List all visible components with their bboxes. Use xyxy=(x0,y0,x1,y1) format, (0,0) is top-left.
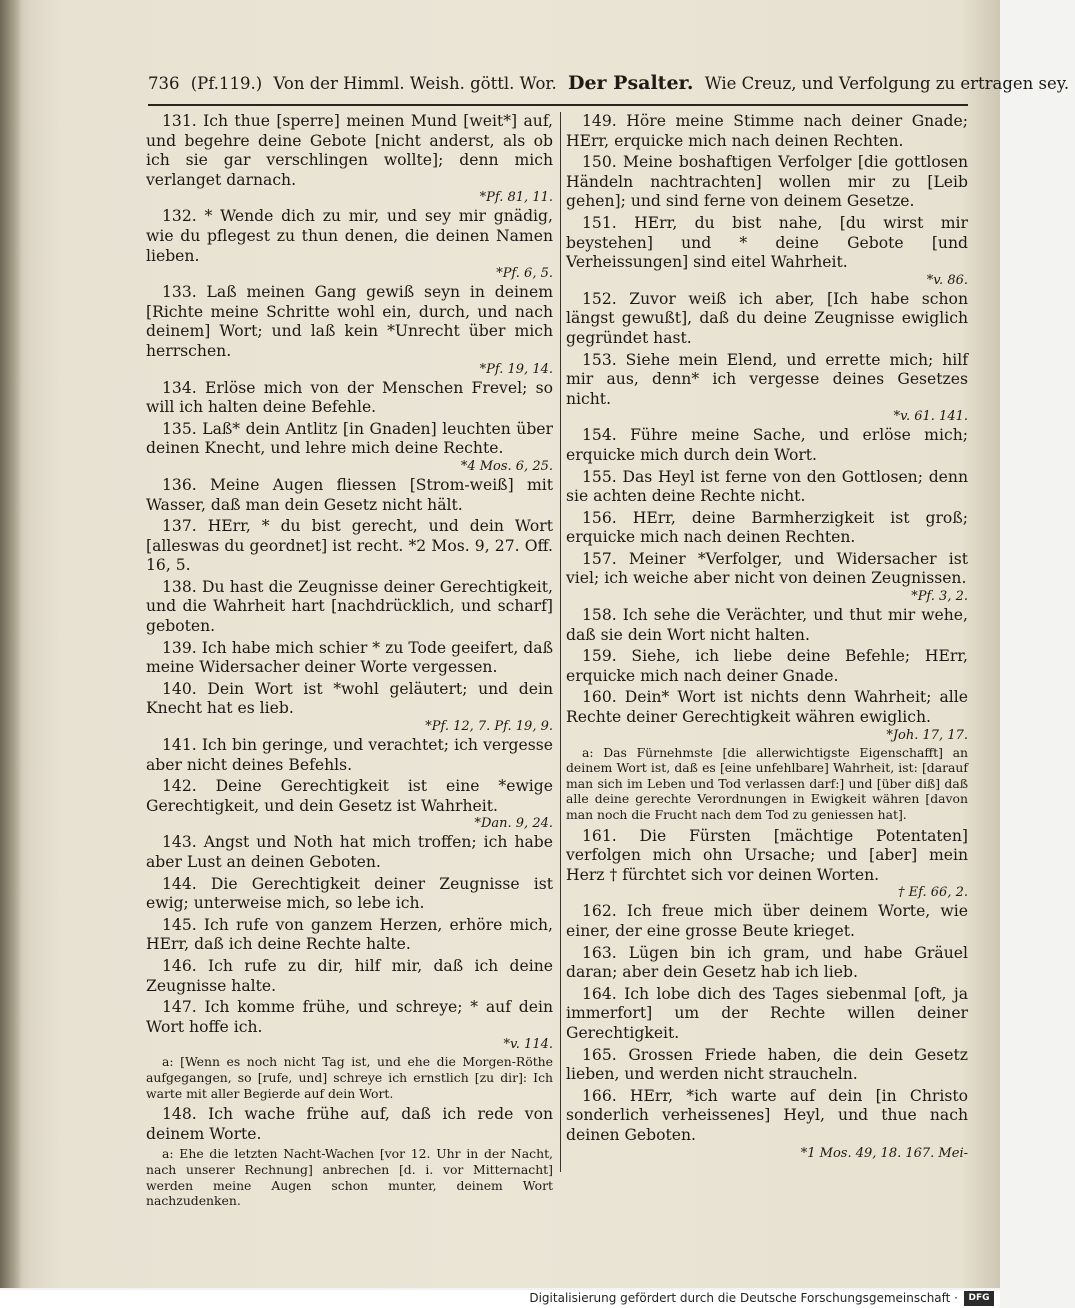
cross-reference: † Ef. 66, 2. xyxy=(898,885,968,901)
verse xyxy=(566,509,968,548)
verse-text: 157. Meiner *Verfolger, und Widersacher ist viel; ich weiche aber nicht von deinen Zeugnissen. xyxy=(566,549,968,588)
verse-text: 144. Die Gerechtigkeit deiner Zeugnisse ist ewig; unterweise mich, so lebe ich. xyxy=(146,874,553,913)
verse xyxy=(566,902,968,941)
psalm-reference: (Pf.119.) xyxy=(190,74,263,93)
verse-text: 156. HErr, deine Barmherzigkeit ist groß; erquicke mich nach deinen Rechten. xyxy=(566,508,968,547)
verse xyxy=(146,420,553,474)
verse-text: 131. Ich thue [sperre] meinen Mund [weit*] auf, und begehre deine Gebote [nicht anderst, als ob ich sie gar verschlingen wollte]; denn mich verlanget darnach. xyxy=(146,112,553,189)
verse-text: 149. Höre meine Stimme nach deiner Gnade; HErr, erquicke mich nach deinen Rechten. xyxy=(566,112,968,150)
verse-text: 145. Ich rufe von ganzem Herzen, erhöre mich, HErr, daß ich deine Rechte halte. xyxy=(146,915,553,954)
verse-text: 136. Meine Augen fliessen [Strom-weiß] mit Wasser, daß man dein Gesetz nicht hält. xyxy=(146,475,553,514)
verse xyxy=(566,426,968,465)
verse xyxy=(566,1046,968,1085)
verse xyxy=(566,1087,968,1161)
verse xyxy=(566,214,968,288)
verse xyxy=(146,379,553,418)
verse-text: 155. Das Heyl ist ferne von den Gottlosen; denn sie achten deine Rechte nicht. xyxy=(566,467,968,506)
verse-text: 133. Laß meinen Gang gewiß seyn in deinem [Richte meine Schritte wohl ein, durch, und nach deinem] Wort; und laß kein *Unrecht über mich herrschen. xyxy=(146,283,553,360)
verse-text: 134. Erlöse mich von der Menschen Frevel; so will ich halten deine Befehle. xyxy=(146,378,553,417)
verse xyxy=(146,777,553,831)
cross-reference: *4 Mos. 6, 25. xyxy=(460,458,553,474)
right-column xyxy=(566,112,968,1163)
cross-reference: *Pf. 19, 14. xyxy=(479,361,553,377)
verse xyxy=(566,290,968,349)
verse-text: 163. Lügen bin ich gram, und habe Gräuel daran; aber dein Gesetz hab ich lieb. xyxy=(566,943,968,982)
verse-text: 162. Ich freue mich über deinem Worte, wie einer, der eine grosse Beute krieget. xyxy=(566,902,968,940)
verse xyxy=(566,550,968,604)
verse-text: 137. HErr, * du bist gerecht, und dein Wort [alleswas du geordnet] ist recht. *2 Mos. 9, 27. Off. 16, 5. xyxy=(146,517,553,575)
verse-text: 164. Ich lobe dich des Tages siebenmal [oft, ja immerfort] um der Rechte willen deiner Gerechtigkeit. xyxy=(566,984,968,1042)
verse-text: 160. Dein* Wort ist nichts denn Wahrheit; alle Rechte deiner Gerechtigkeit währen ewiglich. xyxy=(566,688,968,727)
verse xyxy=(146,476,553,515)
left-column xyxy=(146,112,553,1213)
verse xyxy=(566,153,968,212)
verse xyxy=(566,606,968,645)
verse-text: 161. Die Fürsten [mächtige Potentaten] verfolgen mich ohn Ursache; und [aber] mein Herz † fürchtet sich vor deinen Worten. xyxy=(566,826,968,884)
cross-reference: *Pf. 6, 5. xyxy=(496,266,553,282)
verse: 148. Ich wache frühe auf, daß ich rede von deinem Worte. xyxy=(146,1105,553,1143)
verse xyxy=(146,998,553,1052)
footer-bar xyxy=(0,1290,1000,1308)
verse xyxy=(146,957,553,996)
verse-text: 142. Deine Gerechtigkeit ist eine *ewige Gerechtigkeit, und dein Gesetz ist Wahrheit. xyxy=(146,777,553,815)
cross-reference: *v. 61. 141. xyxy=(893,409,968,425)
header-subject: Von der Himml. Weish. göttl. Wor. xyxy=(273,74,557,93)
verse xyxy=(146,916,553,955)
header-rule xyxy=(148,104,968,106)
funding-credit: Digitalisierung gefördert durch die Deutsche Forschungsgemeinschaft · xyxy=(529,1291,958,1305)
cross-reference: *Pf. 81, 11. xyxy=(479,190,553,206)
running-header xyxy=(148,72,1070,102)
verse xyxy=(146,207,553,281)
verse xyxy=(566,944,968,983)
verse-text: 140. Dein Wort ist *wohl geläutert; und dein Knecht hat es lieb. xyxy=(146,679,553,718)
verse-text: 132. * Wende dich zu mir, und sey mir gnädig, wie du pflegest zu thun denen, die deinen Namen lieben. xyxy=(146,207,553,265)
verse-text: 159. Siehe, ich liebe deine Befehle; HErr, erquicke mich nach deiner Gnade. xyxy=(566,647,968,685)
verse-text: 135. Laß* dein Antlitz [in Gnaden] leuchten über deinen Knecht, und lehre mich deine Rechte. xyxy=(146,419,553,458)
cross-reference: *Dan. 9, 24. xyxy=(474,816,553,832)
verse xyxy=(146,283,553,376)
cross-reference: *Pf. 3, 2. xyxy=(911,589,968,605)
verse xyxy=(566,468,968,507)
verse xyxy=(146,680,553,734)
verse-text: 152. Zuvor weiß ich aber, [Ich habe schon längst gewußt], daß du deine Zeugnisse ewiglich gegründet hast. xyxy=(566,289,968,347)
running-title: Der Psalter. xyxy=(567,72,694,94)
cross-reference: *1 Mos. 49, 18. 167. Mei- xyxy=(800,1145,968,1161)
cross-reference: *v. 86. xyxy=(926,272,968,288)
footnote: a: Das Fürnehmste [die allerwichtigste Eigenschafft] an deinem Wort ist, daß es [eine unfehlbare] Wahrheit, ist: [darauf man sich im Leben und Tod verlassen darf:] und [über diß] daß alle deine gerechte Verordnungen in Ewigkeit währen [davon man noch die Frucht nach dem Tod zu geniessen hat]. xyxy=(566,744,968,822)
verse-text: 151. HErr, du bist nahe, [du wirst mir beystehen] und * deine Gebote [und Verheissungen] sind eitel Wahrheit. xyxy=(566,213,968,272)
verse-text: 150. Meine boshaftigen Verfolger [die gottlosen Händeln nachtrachten] wollen mir zu [Leib gehen]; und sind ferne von deinem Gesetze. xyxy=(566,153,968,211)
dfg-logo: DFG xyxy=(964,1291,994,1306)
verse-text: 141. Ich bin geringe, und verachtet; ich vergesse aber nicht deines Befehls. xyxy=(146,736,553,774)
verse xyxy=(566,688,968,742)
page-number: 736 xyxy=(148,74,180,93)
verse xyxy=(146,875,553,914)
verse-text: 143. Angst und Noth hat mich troffen; ich habe aber Lust an deinen Geboten. xyxy=(146,833,553,871)
verse xyxy=(146,736,553,775)
column-divider xyxy=(560,112,561,1172)
verse-text: 158. Ich sehe die Verächter, und thut mir wehe, daß sie dein Wort nicht halten. xyxy=(566,606,968,644)
verse-text: 153. Siehe mein Elend, und errette mich; hilf mir aus, denn* ich vergesse deines Gesetzes nicht. xyxy=(566,350,968,408)
cross-reference: *Pf. 12, 7. Pf. 19, 9. xyxy=(425,719,553,735)
footnote: a: Ehe die letzten Nacht-Wachen [vor 12. Uhr in der Nacht, nach unserer Rechnung] anbrechen [d. i. vor Mitternacht] werden meine Augen schon munter, deinem Wort nachzudenken. xyxy=(146,1146,553,1209)
verse-text: 146. Ich rufe zu dir, hilf mir, daß ich deine Zeugnisse halte. xyxy=(146,956,553,995)
verse-text: 147. Ich komme frühe, und schreye; * auf dein Wort hoffe ich. xyxy=(146,998,553,1036)
footnote: a: [Wenn es noch nicht Tag ist, und ehe die Morgen-Röthe aufgegangen, so [rufe, und] schreye ich ernstlich [zu dir]: Ich warte mit aller Begierde auf dein Wort. xyxy=(146,1054,553,1101)
verse xyxy=(566,647,968,686)
verse-text: 165. Grossen Friede haben, die dein Gesetz lieben, und werden nicht straucheln. xyxy=(566,1045,968,1084)
verse xyxy=(146,517,553,576)
page-edge-shadow xyxy=(0,0,22,1288)
verse xyxy=(566,827,968,901)
verse xyxy=(146,639,553,678)
verse xyxy=(566,351,968,425)
verse xyxy=(146,833,553,872)
verse-text: 138. Du hast die Zeugnisse deiner Gerechtigkeit, und die Wahrheit hart [nachdrücklich, und scharf] geboten. xyxy=(146,577,553,636)
verse-text: 139. Ich habe mich schier * zu Tode geeifert, daß meine Widersacher deiner Worte vergessen. xyxy=(146,638,553,677)
verse xyxy=(146,112,553,205)
verse xyxy=(146,578,553,637)
verse xyxy=(566,985,968,1044)
cross-reference: *Joh. 17, 17. xyxy=(886,727,968,743)
verse-text: 166. HErr, *ich warte auf dein [in Christo sonderlich verheissenes] Heyl, und thue nach deinen Geboten. xyxy=(566,1086,968,1144)
verse-text: 154. Führe meine Sache, und erlöse mich; erquicke mich durch dein Wort. xyxy=(566,426,968,464)
verse xyxy=(566,112,968,151)
cross-reference: *v. 114. xyxy=(503,1037,553,1053)
header-topic: Wie Creuz, und Verfolgung zu ertragen sey. xyxy=(704,74,1070,93)
